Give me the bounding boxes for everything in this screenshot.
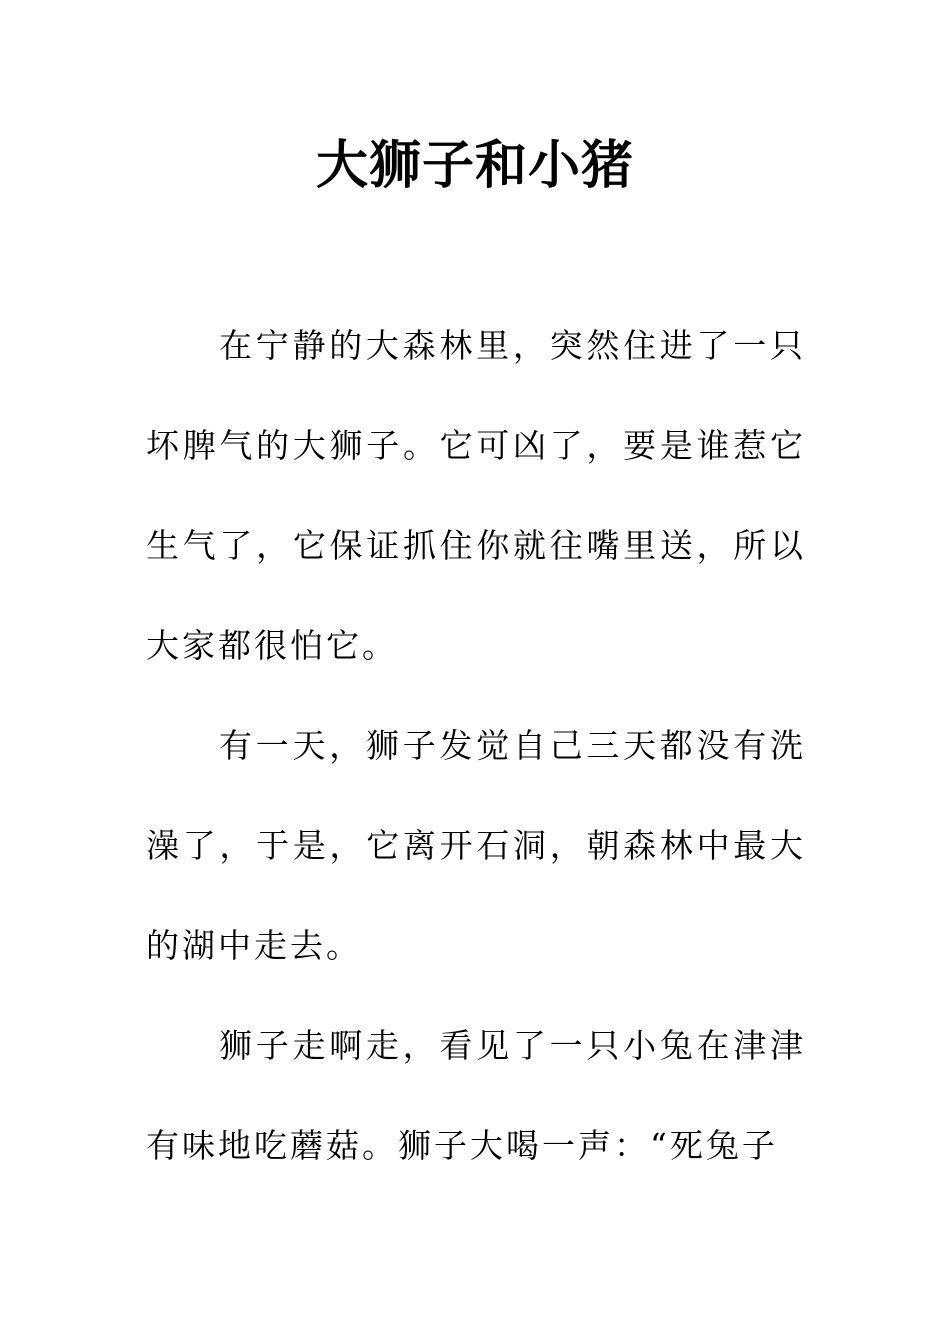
paragraph-3: 狮子走啊走，看见了一只小兔在津津有味地吃蘑菇。狮子大喝一声：“死兔子 bbox=[146, 1026, 806, 1165]
paragraph-2: 有一天，狮子发觉自己三天都没有洗澡了，于是，它离开石洞，朝森林中最大的湖中走去。 bbox=[146, 726, 806, 965]
document-body bbox=[146, 296, 806, 1196]
paragraph-1: 在宁静的大森林里，突然住进了一只坏脾气的大狮子。它可凶了，要是谁惹它生气了，它保证抓住你就往嘴里送，所以大家都很怕它。 bbox=[146, 326, 806, 665]
document-title: 大狮子和小猪 bbox=[315, 136, 634, 196]
